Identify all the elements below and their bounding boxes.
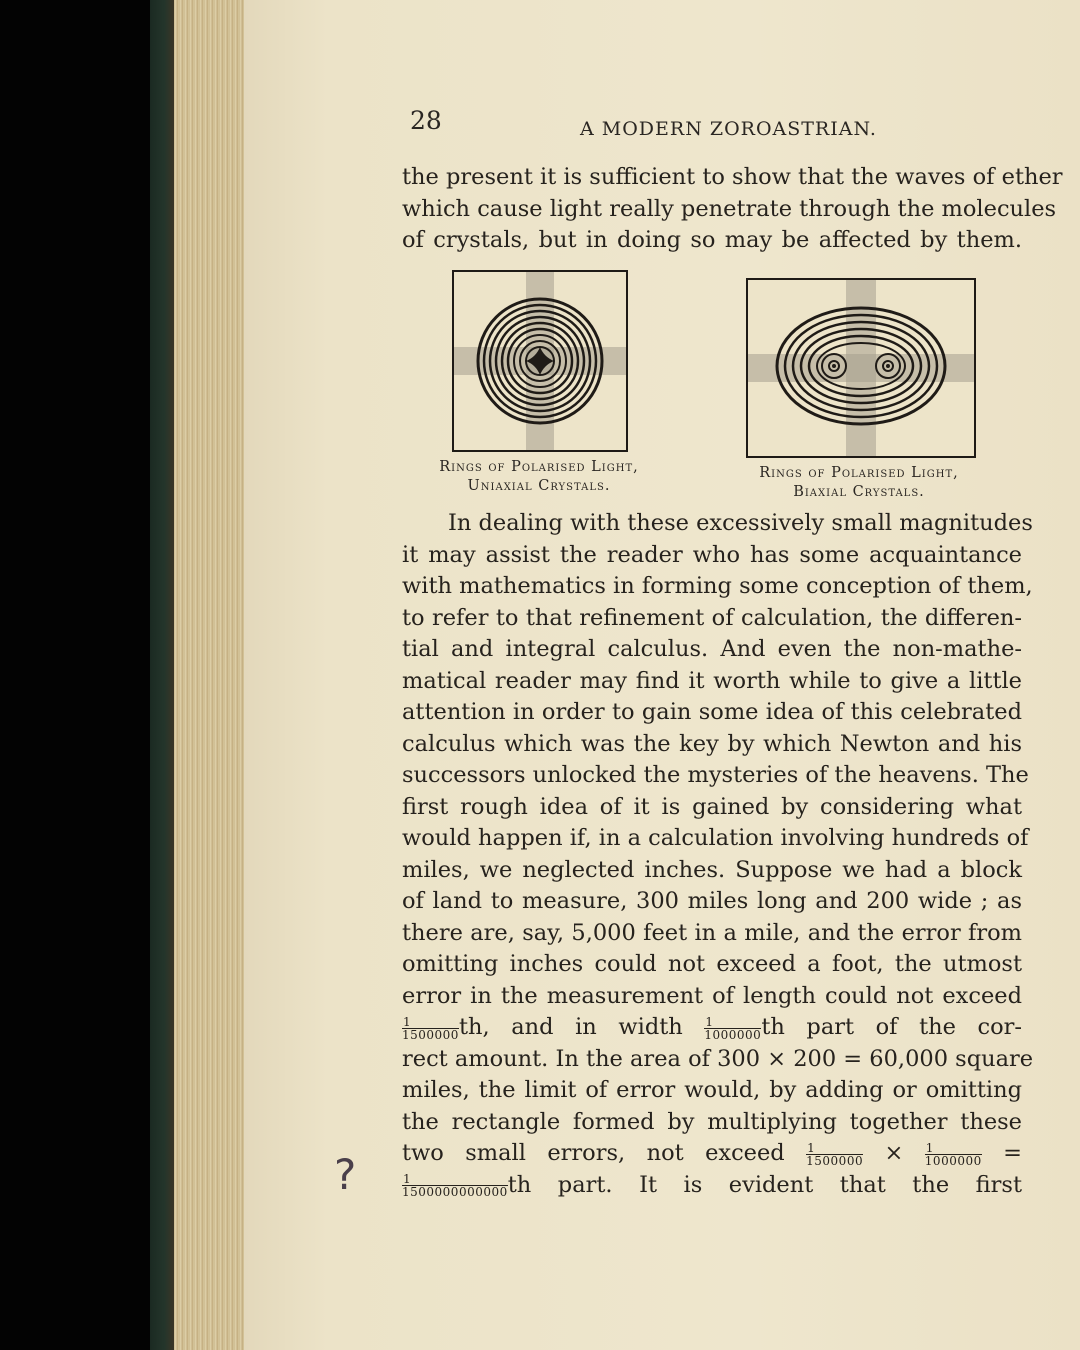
- biaxial-rings-illustration: [748, 280, 974, 456]
- inline-text: th, and in width: [458, 1014, 683, 1040]
- fraction-line: [402, 1012, 1022, 1044]
- main-paragraph: [402, 508, 1034, 1201]
- text-line: calculus which was the key by which Newton and his: [402, 730, 1022, 757]
- equals-sign: =: [1003, 1140, 1023, 1166]
- text-line: of land to measure, 300 miles long and 200 wide ; as: [402, 888, 1022, 914]
- text-line: error in the measurement of length could not exceed: [402, 982, 1022, 1009]
- uniaxial-rings-illustration: [454, 272, 626, 450]
- text-line: with mathematics in forming some conception of them,: [402, 573, 1033, 599]
- text-line: In dealing with these excessively small magnitudes: [448, 510, 1033, 536]
- handwritten-margin-mark: ?: [334, 1150, 357, 1199]
- fraction: [402, 1173, 508, 1198]
- top-paragraph: [402, 162, 1063, 257]
- fraction: [925, 1142, 982, 1167]
- text-line: of crystals, but in doing so may be affected by them.: [402, 227, 1022, 253]
- product-line: [402, 1138, 1022, 1170]
- fraction-numerator: 1: [704, 1016, 761, 1029]
- fraction-denominator: 1500000: [402, 1027, 459, 1042]
- fraction-denominator: 1500000000000: [402, 1185, 508, 1199]
- uniaxial-rings-figure: [452, 270, 628, 452]
- book-page: [244, 0, 1080, 1350]
- fraction: [402, 1016, 459, 1041]
- page-number: 28: [410, 106, 442, 135]
- fraction-denominator: 1000000: [924, 1153, 982, 1168]
- page-edges: [174, 0, 244, 1350]
- text-line: attention in order to gain some idea of this celebrated: [402, 699, 1022, 725]
- caption-line: Uniaxial Crystals.: [467, 478, 611, 494]
- times-sign: ×: [884, 1140, 904, 1166]
- text-line: omitting inches could not exceed a foot, the utmost: [402, 951, 1022, 977]
- biaxial-caption: [724, 464, 994, 502]
- fraction-numerator: 1: [402, 1173, 508, 1186]
- inline-text: th part of the cor-: [761, 1014, 1023, 1040]
- fraction-numerator: 1: [402, 1016, 459, 1029]
- caption-line: Biaxial Crystals.: [793, 484, 925, 500]
- book-cover-edge: [150, 0, 174, 1350]
- caption-line: Rings of Polarised Light,: [759, 465, 959, 481]
- fraction: [806, 1142, 863, 1167]
- text-line: tial and integral calculus. And even the non-mathe-: [402, 636, 1022, 662]
- text-line: successors unlocked the mysteries of the heavens. The: [402, 762, 1029, 788]
- biaxial-rings-figure: [746, 278, 976, 458]
- caption-line: Rings of Polarised Light,: [439, 459, 639, 475]
- text-line: the present it is sufficient to show that the waves of ether: [402, 164, 1063, 190]
- fraction-numerator: 1: [925, 1142, 982, 1155]
- last-line: [402, 1170, 1022, 1202]
- text-line: there are, say, 5,000 feet in a mile, and the error from: [402, 919, 1022, 946]
- running-head: A MODERN ZOROASTRIAN.: [580, 118, 877, 140]
- text-line: miles, the limit of error would, by adding or omitting: [402, 1077, 1022, 1103]
- text-line: which cause light really penetrate through the molecules: [402, 195, 1057, 222]
- text-line: would happen if, in a calculation involving hundreds of: [402, 825, 1029, 851]
- fraction: [704, 1016, 761, 1041]
- text-line: rect amount. In the area of 300 × 200 = 60,000 square: [402, 1045, 1034, 1072]
- inline-text: two small errors, not exceed: [402, 1140, 785, 1166]
- fraction-denominator: 1500000: [806, 1153, 864, 1168]
- text-line: to refer to that refinement of calculation, the differen-: [402, 604, 1022, 631]
- text-line: the rectangle formed by multiplying together these: [402, 1108, 1022, 1135]
- text-line: miles, we neglected inches. Suppose we had a block: [402, 856, 1022, 883]
- text-line: first rough idea of it is gained by considering what: [402, 793, 1022, 820]
- uniaxial-caption: [404, 458, 674, 496]
- text-line: matical reader may find it worth while to give a little: [402, 667, 1022, 694]
- fraction-denominator: 1000000: [704, 1027, 762, 1042]
- fraction-numerator: 1: [806, 1142, 863, 1155]
- scan-background: [0, 0, 150, 1350]
- inline-text: th part. It is evident that the first: [507, 1171, 1022, 1198]
- text-line: it may assist the reader who has some acquaintance: [402, 541, 1022, 568]
